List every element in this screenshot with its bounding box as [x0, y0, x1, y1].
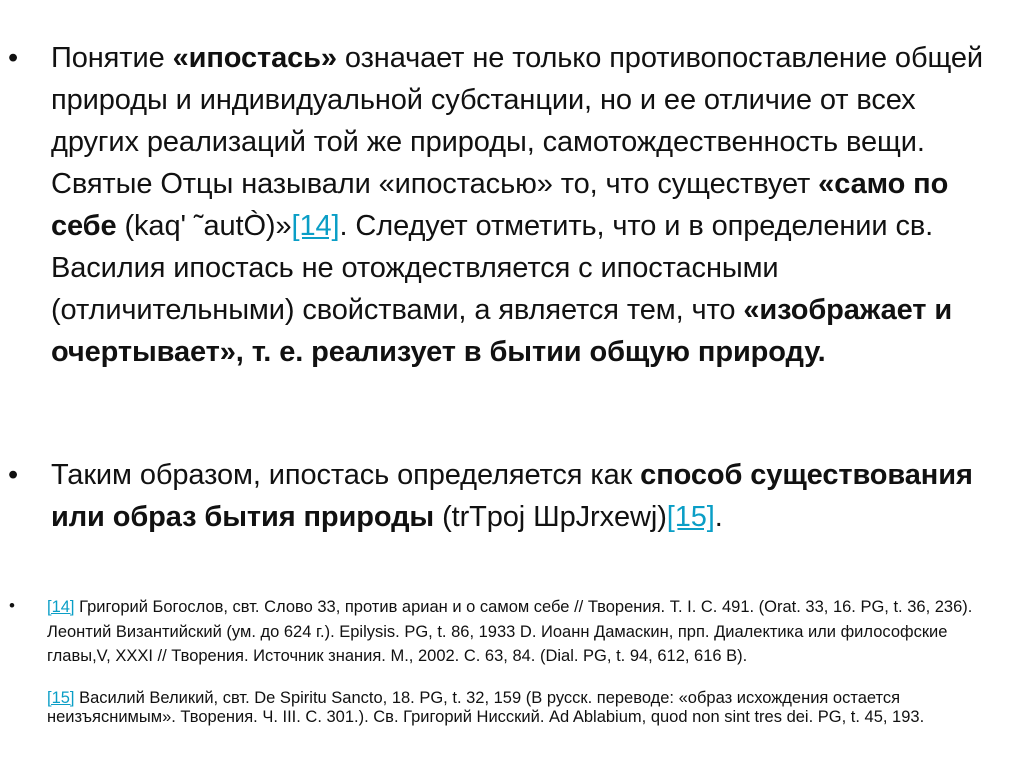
footnote-body: Григорий Богослов, свт. Слово 33, против ариан и о самом себе // Творения. Т. I. С. 491. (Orat. 33, 16. PG, t. 36, 236). Леонтий Византийский (ум. до 624 г.). Epilysis. PG, t. 86, 1933 D. Иоанн Дамаскин, прп. Диалектика или философские главы,V, XXXI // Творения. Источник знания. М., 2002. С. 63, 84. (Dial. PG, t. 94, 612, 616 B). [47, 598, 973, 665]
greek-phrase: (trTpoj ШpJrxewj) [434, 501, 667, 533]
text-segment: означает не только противопоставление общей природы и индивидуальной субстанции, но и ее отличие от всех других реализаций той же природы, самотождественность вещи. Святые Отцы называли «ипостасью» то, что существует [51, 42, 984, 200]
bullet-marker: • [9, 596, 15, 615]
bold-term-mode-of-existence: способ существования или образ бытия природы [51, 459, 973, 533]
footnote-ref-15[interactable]: [15] [47, 689, 75, 707]
bullet-marker: • [8, 42, 19, 74]
bullet-marker: • [8, 459, 19, 491]
footnote-text [47, 689, 1010, 727]
footnote-text [47, 595, 1010, 669]
bold-quote-realizes-nature: «изображает и очертывает», т. е. реализует в бытии общую природу. [51, 294, 953, 368]
footnote-link-15[interactable]: [15] [666, 501, 715, 533]
footnote-body: Василий Великий, свт. De Spiritu Sancto, 18. PG, t. 32, 159 (В русск. переводе: «образ исхождения остается неизъяснимым». Творения. Ч. III. С. 301.). Св. Григорий Нисский. Ad Ablabium, quod non sint tres dei. PG, t. 45, 193. [47, 689, 925, 726]
bold-term-hypostasis: «ипостась» [172, 42, 337, 74]
text-segment: Понятие [51, 42, 173, 74]
footnote-ref-14[interactable]: [14] [47, 598, 75, 616]
bullet-text [51, 454, 1002, 538]
bullet-text [51, 37, 1002, 373]
footnote-link-14[interactable]: [14] [291, 210, 340, 242]
bold-term-by-itself: «само по себе [51, 168, 949, 242]
greek-phrase: (kaq' ˜autÒ)» [116, 210, 292, 242]
text-segment: Таким образом, ипостась определяется как [51, 459, 641, 491]
text-segment: . Следует отметить, что и в определении св. Василия ипостась не отождествляется с ипостасными (отличительными) свойствами, а является тем, что [51, 210, 934, 326]
text-segment: . [714, 501, 723, 533]
